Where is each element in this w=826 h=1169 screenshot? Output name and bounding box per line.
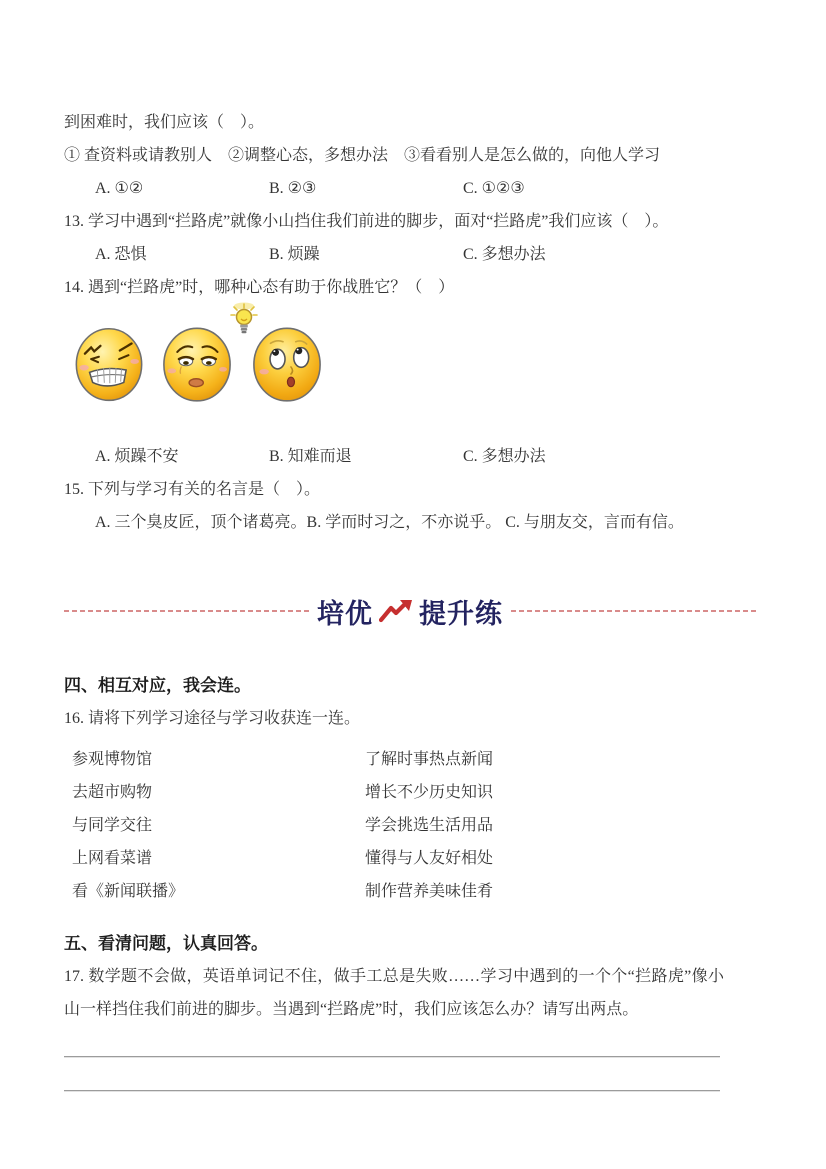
match-left-item: 上网看菜谱: [72, 850, 153, 867]
q13-option-c: C. 多想办法: [463, 246, 546, 263]
match-left-item: 去超市购物: [72, 784, 153, 801]
trending-up-arrow-icon: [379, 599, 413, 623]
lightbulb-icon: [230, 302, 258, 338]
divider-title-right: 提升练: [419, 598, 503, 629]
match-right-item: 制作营养美味佳肴: [365, 883, 494, 900]
divider-line-left: [64, 610, 309, 612]
matching-exercise: [64, 743, 756, 908]
section-divider: [64, 593, 756, 629]
q12-option-b: B. ②③: [269, 180, 317, 197]
q14-text: 14. 遇到“拦路虎”时，哪种心态有助于你战胜它？（ ）: [64, 279, 455, 296]
section4-heading: 四、相互对应，我会连。: [64, 676, 251, 695]
weary-face-icon: [161, 322, 233, 404]
match-right-item: 学会挑选生活用品: [365, 817, 494, 834]
answer-line-2: ＿＿＿＿＿＿＿＿＿＿＿＿＿＿＿＿＿＿＿＿＿＿＿＿＿＿＿＿＿＿＿＿＿＿＿＿＿＿＿＿＿: [64, 1076, 721, 1093]
match-right-item: 了解时事热点新闻: [365, 751, 494, 768]
q14-emoji-row: [74, 308, 756, 422]
q15-options-line: A. 三个臭皮匠，顶个诸葛亮。B. 学而时习之，不亦说乎。 C. 与朋友交，言而有信。: [95, 514, 684, 531]
answer-line-1: ＿＿＿＿＿＿＿＿＿＿＿＿＿＿＿＿＿＿＿＿＿＿＿＿＿＿＿＿＿＿＿＿＿＿＿＿＿＿＿＿＿: [64, 1042, 721, 1059]
match-row: [64, 776, 756, 809]
pondering-face-icon: [250, 322, 324, 404]
q13-text: 13. 学习中遇到“拦路虎”就像小山挡住我们前进的脚步，面对“拦路虎”我们应该（ ）。: [64, 213, 669, 230]
match-right-item: 懂得与人友好相处: [365, 850, 494, 867]
divider-title: [317, 592, 503, 631]
q12-option-c: C. ①②③: [463, 180, 525, 197]
divider-title-left: 培优: [317, 598, 373, 629]
q12-continuation: 到困难时，我们应该（ ）。: [64, 114, 265, 131]
q13-option-b: B. 烦躁: [269, 246, 320, 263]
q14-option-c: C. 多想办法: [463, 448, 546, 465]
q12-options-row: [95, 172, 756, 205]
q13-option-a: A. 恐惧: [95, 246, 147, 263]
q13-options-row: [95, 238, 756, 271]
q14-option-b: B. 知难而退: [269, 448, 352, 465]
match-row: [64, 743, 756, 776]
match-right-item: 增长不少历史知识: [365, 784, 494, 801]
match-row: [64, 875, 756, 908]
match-row: [64, 809, 756, 842]
q17-text: 17. 数学题不会做，英语单词记不住，做手工总是失败……学习中遇到的一个个“拦路虎”像小山一样挡住我们前进的脚步。当遇到“拦路虎”时，我们应该怎么办？请写出两点。: [64, 968, 724, 1018]
match-left-item: 看《新闻联播》: [72, 883, 185, 900]
q12-numbered-items: ① 查资料或请教别人 ②调整心态，多想办法 ③看看别人是怎么做的，向他人学习: [64, 147, 661, 164]
match-left-item: 参观博物馆: [72, 751, 153, 768]
q14-option-a: A. 烦躁不安: [95, 448, 179, 465]
q16-text: 16. 请将下列学习途径与学习收获连一连。: [64, 710, 361, 727]
q14-options-row: [95, 440, 756, 473]
q12-option-a: A. ①②: [95, 180, 144, 197]
section5-heading: 五、看清问题，认真回答。: [64, 934, 268, 953]
match-row: [64, 842, 756, 875]
divider-line-right: [511, 610, 756, 612]
q15-text: 15. 下列与学习有关的名言是（ ）。: [64, 481, 321, 498]
match-left-item: 与同学交往: [72, 817, 153, 834]
angry-face-icon: [74, 322, 144, 404]
